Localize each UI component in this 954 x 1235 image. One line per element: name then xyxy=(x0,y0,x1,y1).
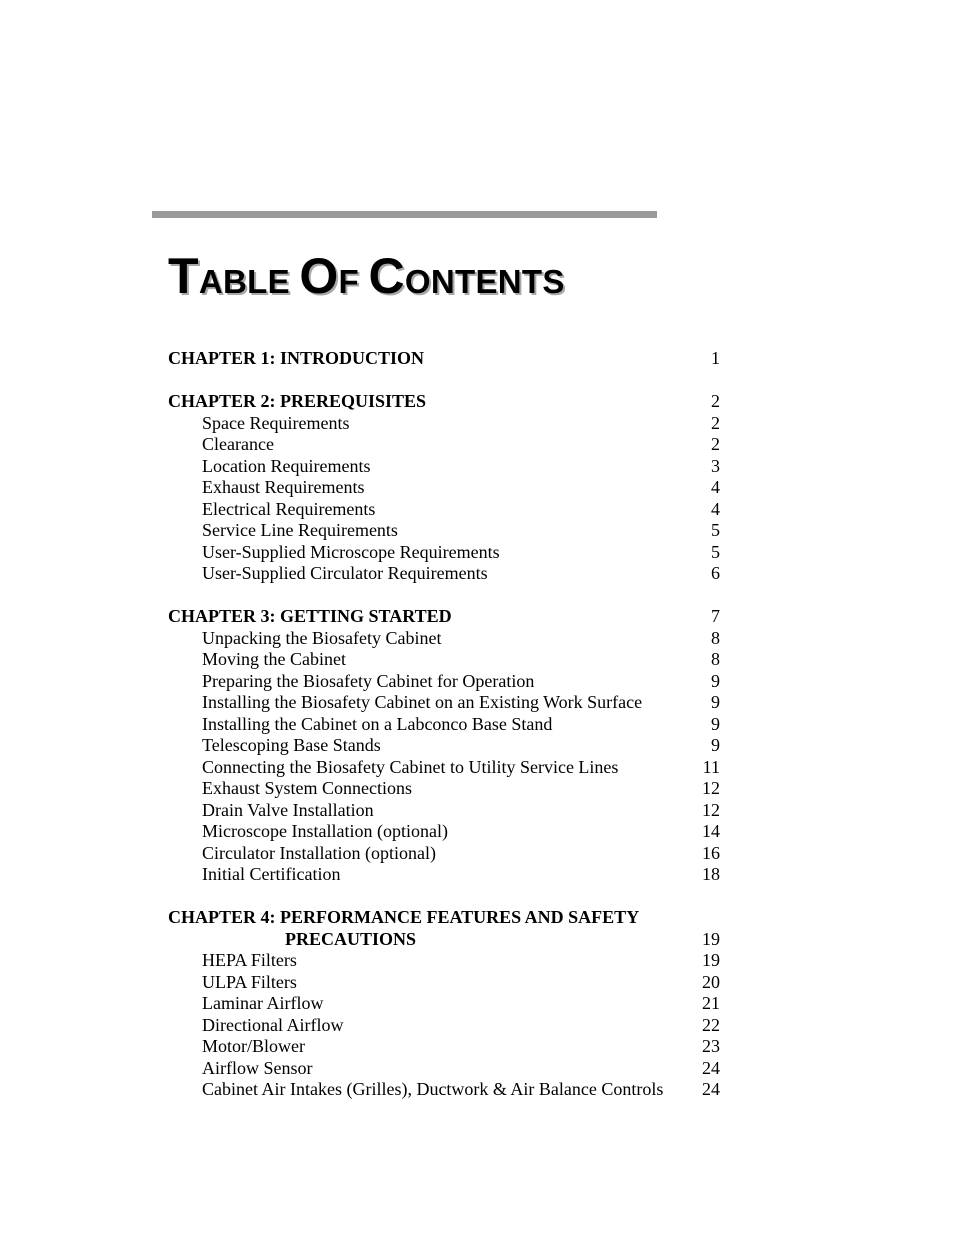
toc-entry-label: ULPA Filters xyxy=(202,971,297,992)
toc-entry-label: Microscope Installation (optional) xyxy=(202,821,448,841)
toc-section-entry[interactable] xyxy=(168,821,728,843)
toc-page-number: 8 xyxy=(711,649,720,669)
toc-entry-label: Moving the Cabinet xyxy=(202,649,346,669)
toc-entry-label: CHAPTER 1: INTRODUCTION xyxy=(168,348,425,368)
toc-page-number: 9 xyxy=(711,670,720,691)
toc-page-number: 2 xyxy=(711,434,720,454)
toc-entry-label: Installing the Cabinet on a Labconco Base Stand xyxy=(202,713,553,734)
toc-entry-label: Motor/Blower xyxy=(202,1036,305,1056)
toc-entry-label: Laminar Airflow xyxy=(202,993,324,1013)
toc-section-entry[interactable] xyxy=(168,735,728,757)
toc-section-entry[interactable] xyxy=(168,542,728,564)
toc-page-number: 6 xyxy=(711,563,720,583)
toc-spacer xyxy=(168,886,728,908)
toc-section-entry[interactable] xyxy=(168,714,728,736)
toc-entry-label: Airflow Sensor xyxy=(202,1057,313,1078)
toc-page-number: 8 xyxy=(711,627,720,648)
toc-section-entry[interactable] xyxy=(168,757,728,779)
toc-section-entry[interactable] xyxy=(168,778,728,800)
toc-section-entry[interactable] xyxy=(168,993,728,1015)
toc-entry-label: User-Supplied Circulator Requirements xyxy=(202,563,488,583)
toc-page-number: 16 xyxy=(702,842,720,863)
toc-page-number: 5 xyxy=(711,520,720,540)
toc-chapter-entry[interactable] xyxy=(168,606,728,628)
toc-entry-label: Location Requirements xyxy=(202,455,371,476)
toc-entry-label: Connecting the Biosafety Cabinet to Utility Service Lines xyxy=(202,756,619,777)
toc-section-entry[interactable] xyxy=(168,520,728,542)
toc-entry-label: Clearance xyxy=(202,434,274,454)
toc-section-entry[interactable] xyxy=(168,413,728,435)
toc-page-number: 14 xyxy=(702,821,720,841)
toc-section-entry[interactable] xyxy=(168,800,728,822)
toc-section-entry[interactable] xyxy=(168,671,728,693)
toc-page-number: 20 xyxy=(702,971,720,992)
toc-section-entry[interactable] xyxy=(168,456,728,478)
toc-section-entry[interactable] xyxy=(168,628,728,650)
toc-page-number: 7 xyxy=(711,606,720,626)
toc-entry-label: Cabinet Air Intakes (Grilles), Ductwork & Air Balance Controls xyxy=(202,1079,664,1099)
toc-section-entry[interactable] xyxy=(168,864,728,886)
toc-page-number: 23 xyxy=(702,1036,720,1056)
toc-entry-label: HEPA Filters xyxy=(202,950,297,970)
toc-entry-label: Service Line Requirements xyxy=(202,520,398,540)
toc-entry-label: Initial Certification xyxy=(202,864,341,884)
toc-chapter-entry[interactable] xyxy=(168,907,728,929)
toc-page-number: 19 xyxy=(702,950,720,970)
toc-page-number: 3 xyxy=(711,455,720,476)
toc-section-entry[interactable] xyxy=(168,972,728,994)
toc-page-number: 9 xyxy=(711,692,720,712)
toc-section-entry[interactable] xyxy=(168,692,728,714)
toc-spacer xyxy=(168,585,728,607)
toc-section-entry[interactable] xyxy=(168,499,728,521)
toc-entry-label: Space Requirements xyxy=(202,412,350,433)
toc-page-number: 12 xyxy=(702,799,720,820)
toc-page-number: 22 xyxy=(702,1014,720,1035)
toc-entry-label: Unpacking the Biosafety Cabinet xyxy=(202,627,442,648)
toc-page-number: 24 xyxy=(702,1057,720,1078)
toc-page-number: 9 xyxy=(711,735,720,755)
toc-entry-label: Circulator Installation (optional) xyxy=(202,842,436,863)
toc-chapter-entry[interactable] xyxy=(168,391,728,413)
title-word-1: TABLE xyxy=(168,248,300,304)
toc-section-entry[interactable] xyxy=(168,1058,728,1080)
toc-chapter-entry[interactable] xyxy=(168,929,728,951)
toc-entry-label: CHAPTER 4: PERFORMANCE FEATURES AND SAFETY xyxy=(168,907,640,927)
toc-section-entry[interactable] xyxy=(168,843,728,865)
toc-page-number: 1 xyxy=(711,348,720,368)
toc-entry-label: CHAPTER 3: GETTING STARTED xyxy=(168,606,452,626)
toc-page-number: 12 xyxy=(702,778,720,798)
toc-section-entry[interactable] xyxy=(168,1079,728,1101)
title-word-3: CONTENTS xyxy=(368,248,565,304)
toc-entry-label: PRECAUTIONS xyxy=(285,928,417,949)
toc-chapter-entry[interactable] xyxy=(168,348,728,370)
toc-entry-label: Exhaust Requirements xyxy=(202,477,365,497)
toc-page-number: 4 xyxy=(711,477,720,497)
toc-section-entry[interactable] xyxy=(168,1015,728,1037)
toc-entry-label: Preparing the Biosafety Cabinet for Operation xyxy=(202,670,535,691)
toc-spacer xyxy=(168,370,728,392)
toc-page-number: 9 xyxy=(711,713,720,734)
toc-page-number: 21 xyxy=(702,993,720,1013)
toc-entry-label: Telescoping Base Stands xyxy=(202,735,381,755)
toc-entry-label: Directional Airflow xyxy=(202,1014,344,1035)
toc-section-entry[interactable] xyxy=(168,649,728,671)
toc-page-number: 19 xyxy=(702,928,720,949)
toc-entry-label: Electrical Requirements xyxy=(202,498,376,519)
toc-section-entry[interactable] xyxy=(168,434,728,456)
toc-entry-label: User-Supplied Microscope Requirements xyxy=(202,541,500,562)
toc-entry-label: Drain Valve Installation xyxy=(202,799,374,820)
toc-section-entry[interactable] xyxy=(168,563,728,585)
toc-page-number: 11 xyxy=(702,756,720,777)
header-rule xyxy=(152,211,657,218)
toc-page-number: 18 xyxy=(702,864,720,884)
toc-section-entry[interactable] xyxy=(168,1036,728,1058)
toc-page-number: 5 xyxy=(711,541,720,562)
toc-entry-label: CHAPTER 2: PREREQUISITES xyxy=(168,391,427,411)
toc-section-entry[interactable] xyxy=(168,477,728,499)
toc-entry-label: Installing the Biosafety Cabinet on an Existing Work Surface xyxy=(202,692,643,712)
toc-entry-label: Exhaust System Connections xyxy=(202,778,412,798)
page-title xyxy=(168,247,565,305)
toc-page-number: 2 xyxy=(711,412,720,433)
toc-section-entry[interactable] xyxy=(168,950,728,972)
toc-page-number: 4 xyxy=(711,498,720,519)
toc-page-number: 2 xyxy=(711,391,720,411)
toc-list xyxy=(168,348,728,1101)
title-word-2: OF xyxy=(299,248,369,304)
toc-page-number: 24 xyxy=(702,1079,720,1099)
